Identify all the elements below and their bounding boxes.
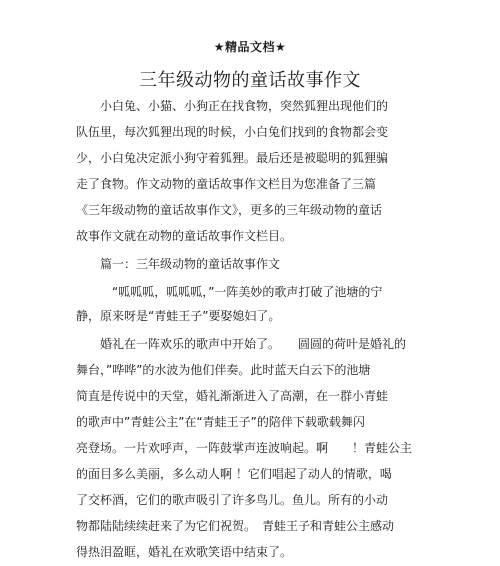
body-line: 静，原来呀是“青蛙王子”要娶媳妇了。 xyxy=(76,309,281,323)
body-line: 小白兔、小猫、小狗正在找食物，突然狐狸出现他们的 xyxy=(76,99,389,113)
body-line: 故事作文就在动物的童话故事作文栏目。 xyxy=(76,229,293,243)
section-heading: 篇一：三年级动物的童话故事作文 xyxy=(76,257,281,271)
body-line: “呱呱呱，呱呱呱，”一阵美妙的歌声打破了池塘的宁 xyxy=(76,285,383,299)
body-line: 得热泪盈眶，婚礼在欢歌笑语中结束了。 xyxy=(76,545,293,559)
page-title: 三年级动物的童话故事作文 xyxy=(139,70,361,91)
doc-header-label: ★精品文档★ xyxy=(213,40,287,54)
body-line: 少，小白兔决定派小狗守着狐狸。最后还是被聪明的狐狸骗 xyxy=(76,151,389,165)
body-line: 的歌声中”青蛙公主”在“青蛙王子”的陪伴下载歌载舞闪 xyxy=(76,415,365,429)
body-line: 物都陆陆续续赶来了为它们祝贺。 青蛙王子和青蛙公主感动 xyxy=(76,519,395,533)
body-line: 婚礼在一阵欢乐的歌声中开始了。 圆圆的荷叶是婚礼的 xyxy=(76,337,407,351)
body-line: 舞台，”哗哗”的水波为他们伴奏。此时蓝天白云下的池塘 xyxy=(76,363,371,377)
body-line: 简直是传说中的天堂，婚礼渐渐进入了高潮，在一群小青蛙 xyxy=(76,389,389,403)
body-line: 走了食物。作文动物的童话故事作文栏目为您准备了三篇 xyxy=(76,177,377,191)
body-line: 队伍里，每次狐狸出现的时候，小白兔们找到的食物都会变 xyxy=(76,125,389,139)
body-line: 亮登场。一片欢呼声，一阵鼓掌声连波响起。啊 ！青蛙公主 xyxy=(76,441,413,455)
body-line: 了交杯酒，它们的歌声吸引了许多鸟儿。鱼儿。所有的小动 xyxy=(76,493,389,507)
body-line: 的面目多么美丽，多么动人啊 ！它们唱起了动人的情歌，喝 xyxy=(76,467,392,481)
body-line: 《三年级动物的童话故事作文》，更多的三年级动物的童话 xyxy=(76,203,383,217)
